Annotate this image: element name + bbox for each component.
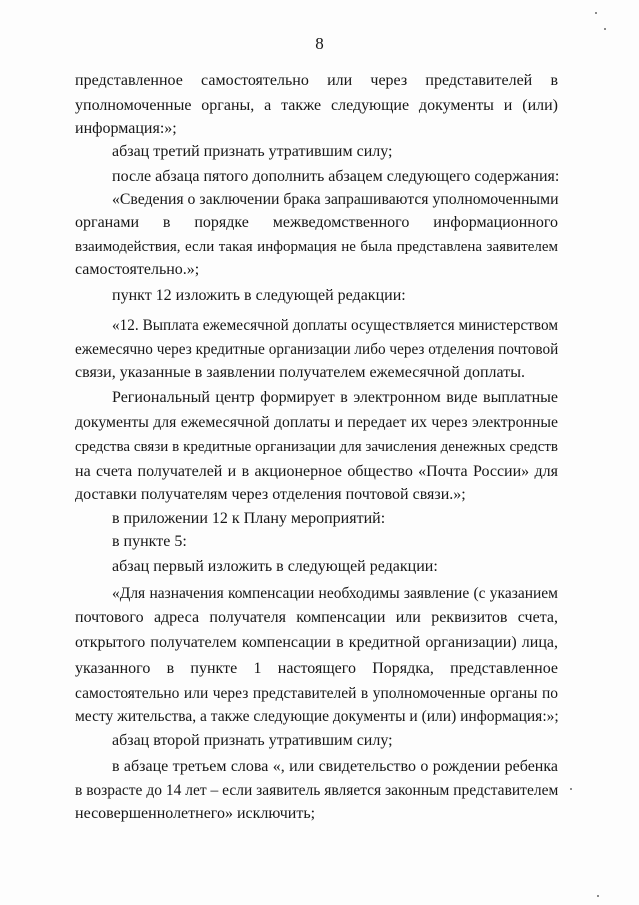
- text-line: связи, указанные в заявлении получателем ежемесячной доплаты.: [75, 364, 525, 381]
- text-line: самостоятельно.»;: [75, 261, 200, 278]
- text-line: органами в порядке межведомственного информационного: [75, 214, 558, 231]
- text-line: средства связи в кредитные организации для зачисления денежных средств: [75, 439, 558, 455]
- text-line: пункт 12 изложить в следующей редакции:: [112, 287, 406, 304]
- text-line: «Сведения о заключении брака запрашиваются уполномоченными: [112, 191, 559, 208]
- text-line: указанного в пункте 1 настоящего Порядка, представленное: [75, 660, 558, 677]
- text-line: информация:»;: [75, 120, 177, 137]
- text-line: открытого получателем компенсации в кредитной организации) лица,: [75, 634, 558, 651]
- text-line: «12. Выплата ежемесячной доплаты осуществляется министерством: [112, 317, 558, 334]
- text-line: документы для ежемесячной доплаты и передает их через электронные: [75, 414, 558, 431]
- text-line: ежемесячно через кредитные организации либо через отделения почтовой: [75, 341, 559, 358]
- text-line: Региональный центр формирует в электронном виде выплатные: [112, 389, 558, 406]
- scan-speck: [597, 895, 599, 897]
- text-line: взаимодействия, если такая информация не была представлена заявителем: [75, 239, 558, 255]
- text-line: в возрасте до 14 лет – если заявитель является законным представителем: [75, 782, 559, 799]
- text-line: уполномоченные органы, а также следующие документы и (или): [75, 97, 558, 114]
- text-line: на счета получателей и в акционерное общество «Почта России» для: [75, 463, 558, 480]
- scan-speck: [604, 28, 606, 30]
- text-line: абзац третий признать утратившим силу;: [112, 143, 393, 160]
- text-line: доставки получателям через отделения почтовой связи.»;: [75, 486, 466, 503]
- text-line: почтового адреса получателя компенсации или реквизитов счета,: [75, 609, 558, 626]
- scan-speck: [570, 788, 572, 790]
- text-line: в приложении 12 к Плану мероприятий:: [112, 510, 386, 527]
- text-line: в абзаце третьем слова «, или свидетельство о рождении ребенка: [112, 758, 558, 775]
- text-line: месту жительства, а также следующие документы и (или) информация:»;: [75, 708, 559, 725]
- page-number: 8: [315, 34, 324, 53]
- text-line: самостоятельно или через представителей в уполномоченные органы по: [75, 685, 558, 702]
- text-line: несовершеннолетнего» исключить;: [75, 805, 316, 822]
- text-line: абзац первый изложить в следующей редакции:: [112, 558, 438, 575]
- text-line: представленное самостоятельно или через представителей в: [75, 72, 558, 89]
- text-line: в пункте 5:: [112, 533, 187, 550]
- scan-speck: [595, 12, 597, 14]
- text-line: «Для назначения компенсации необходимы заявление (с указанием: [112, 585, 558, 602]
- text-line: после абзаца пятого дополнить абзацем следующего содержания:: [112, 168, 560, 185]
- text-line: абзац второй признать утратившим силу;: [112, 732, 393, 749]
